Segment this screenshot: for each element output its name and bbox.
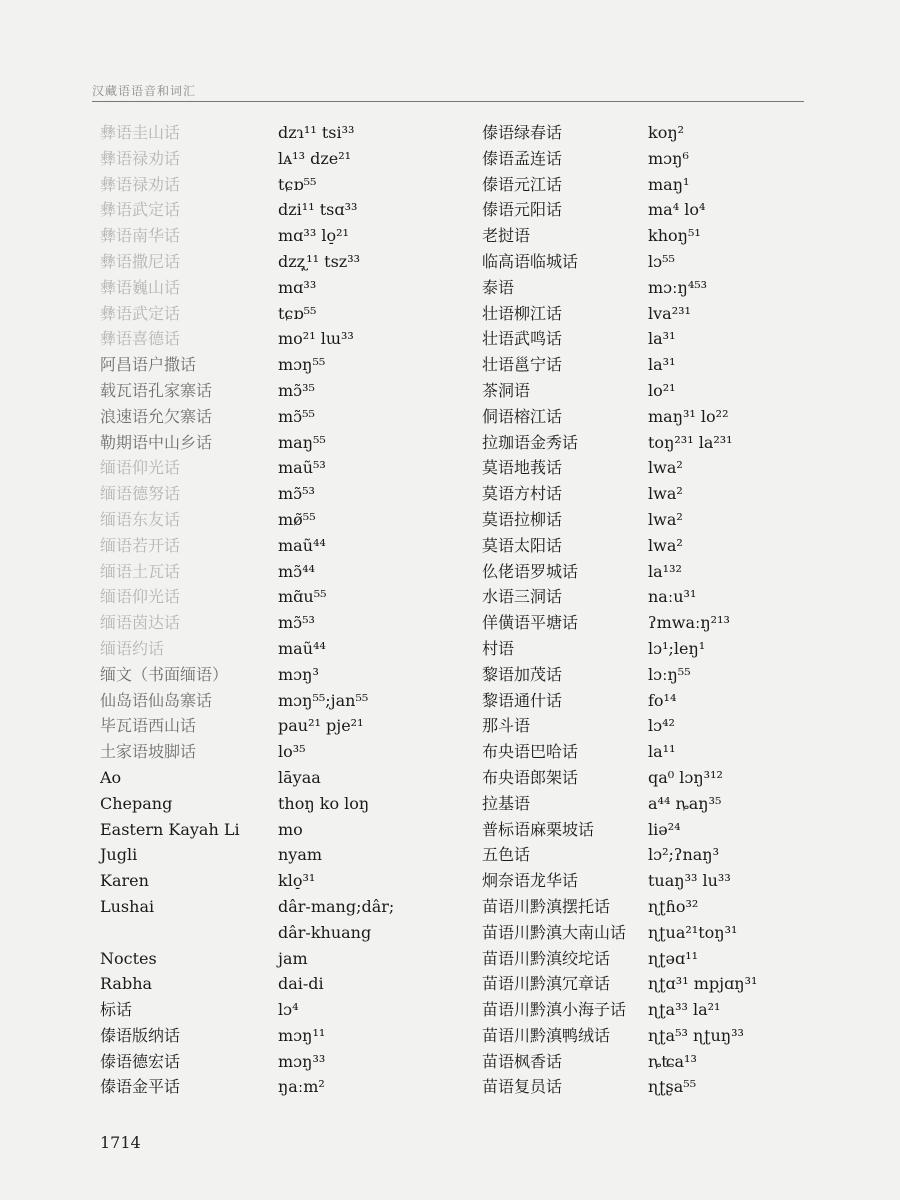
entry-row <box>100 1074 394 1100</box>
language-name <box>100 920 278 946</box>
entry-row <box>482 352 757 378</box>
language-name: 缅语仰光话 <box>100 458 181 478</box>
word-form: klo̠³¹ <box>278 871 316 891</box>
language-name: Chepang <box>100 793 173 813</box>
entry-row <box>482 765 757 791</box>
entry-row <box>482 507 757 533</box>
word-form: jam <box>278 948 308 968</box>
language-name: 载瓦语孔家寨话 <box>100 380 213 400</box>
language-name: 莫语地莪话 <box>482 458 563 478</box>
entry-row <box>100 326 394 352</box>
entry-row <box>482 301 757 327</box>
word-form: maŋ¹ <box>648 174 690 194</box>
entry-row <box>100 920 394 946</box>
word-form: lɔ⁴ <box>278 1000 299 1020</box>
entry-row <box>100 688 394 714</box>
entry-row <box>482 120 757 146</box>
entry-row <box>482 688 757 714</box>
word-form: koŋ² <box>648 123 685 142</box>
word-form: mɔŋ⁵⁵;jan⁵⁵ <box>278 690 369 710</box>
language-name: 侗语榕江话 <box>482 406 563 426</box>
word-form: ma⁴ lo⁴ <box>648 200 706 220</box>
word-form: dâr-mang;dâr; <box>278 896 395 916</box>
entry-row <box>482 378 757 404</box>
word-form: lɔːŋ⁵⁵ <box>648 664 691 684</box>
entry-row <box>482 1074 757 1100</box>
entry-row <box>100 997 394 1023</box>
word-form: nyam <box>278 845 323 865</box>
word-form: mɔ̃⁵⁵ <box>278 406 315 426</box>
word-form: lɔ⁵⁵ <box>648 251 675 271</box>
word-form: lāyaa <box>278 767 321 787</box>
language-name: 苗语枫香话 <box>482 1051 563 1071</box>
language-name: 缅语茵达话 <box>100 613 181 633</box>
word-form: khoŋ⁵¹ <box>648 226 701 246</box>
language-name: 苗语川黔滇摆托话 <box>482 896 611 916</box>
language-name: 苗语川黔滇冗章话 <box>482 974 611 994</box>
word-form: mɔŋ⁵⁵ <box>278 355 326 375</box>
entry-row <box>100 455 394 481</box>
entry-row <box>482 249 757 275</box>
language-name: 那斗语 <box>482 716 531 736</box>
word-form: lɔ¹;leŋ¹ <box>648 638 706 658</box>
language-name: Jugli <box>100 845 138 865</box>
word-form: dai-di <box>278 974 324 994</box>
entry-row <box>482 146 757 172</box>
language-name: 壮语武鸣话 <box>482 329 563 349</box>
language-name: 傣语绿春话 <box>482 123 563 142</box>
language-name: 阿昌语户撒话 <box>100 355 197 375</box>
language-name: 彝语南华话 <box>100 226 181 246</box>
language-name: 彝语武定话 <box>100 303 181 323</box>
word-form: mɔŋ³ <box>278 664 319 684</box>
language-name: 黎语通什话 <box>482 690 563 710</box>
language-name: Karen <box>100 871 149 891</box>
word-form: mɑ̃u⁵⁵ <box>278 587 327 607</box>
running-header: 汉藏语语音和词汇 <box>92 84 197 98</box>
word-form: mɔ̃⁴⁴ <box>278 561 315 581</box>
language-name: 老挝语 <box>482 226 531 246</box>
language-name: Ao <box>100 767 122 787</box>
word-form: maũ⁵³ <box>278 458 326 478</box>
left-column <box>100 120 394 1100</box>
entry-row <box>100 507 394 533</box>
language-name: 傣语元阳话 <box>482 200 563 220</box>
language-name: 苗语川黔滇小海子话 <box>482 1000 627 1020</box>
word-form: maũ⁴⁴ <box>278 535 326 555</box>
language-name: 仙岛语仙岛寨话 <box>100 690 213 710</box>
language-name: 五色话 <box>482 845 531 865</box>
word-form: maŋ⁵⁵ <box>278 432 326 452</box>
language-name: 苗语川黔滇鸭绒话 <box>482 1025 611 1045</box>
entry-row <box>482 172 757 198</box>
entry-row <box>100 249 394 275</box>
word-form: tɕɒ⁵⁵ <box>278 303 317 323</box>
entry-row <box>100 352 394 378</box>
language-name: 勒期语中山乡话 <box>100 432 213 452</box>
language-name: 缅语土瓦话 <box>100 561 181 581</box>
entry-row <box>482 430 757 456</box>
language-name: 炯奈语龙华话 <box>482 871 579 891</box>
entry-row <box>100 636 394 662</box>
language-name: 缅语仰光话 <box>100 587 181 607</box>
entry-row <box>482 662 757 688</box>
language-name: 傣语德宏话 <box>100 1051 181 1071</box>
entry-row <box>100 894 394 920</box>
language-name: Eastern Kayah Li <box>100 819 240 839</box>
word-form: mɔŋ³³ <box>278 1051 326 1071</box>
word-form: mɔ̃⁵³ <box>278 613 315 633</box>
word-form: lwa² <box>648 458 683 478</box>
word-form: lᴀ¹³ dze²¹ <box>278 148 352 168</box>
language-name: 土家语坡脚话 <box>100 742 197 762</box>
language-name: 标话 <box>100 1000 133 1020</box>
language-name: 缅语约话 <box>100 638 165 658</box>
language-name: 缅文（书面缅语） <box>100 664 229 684</box>
entry-row <box>482 533 757 559</box>
word-form: ɳʈa⁵³ ɳʈuŋ³³ <box>648 1025 744 1045</box>
word-form: mo²¹ lɯ³³ <box>278 329 354 349</box>
entry-row <box>482 713 757 739</box>
entry-row <box>482 559 757 585</box>
word-form: dzɿ¹¹ tsi³³ <box>278 123 355 142</box>
word-form: ɳʈʂa⁵⁵ <box>648 1077 697 1097</box>
word-form: thoŋ ko loŋ <box>278 793 370 813</box>
language-name: 苗语川黔滇大南山话 <box>482 922 627 942</box>
entry-row <box>482 481 757 507</box>
word-form: toŋ²³¹ la²³¹ <box>648 432 733 452</box>
language-name: 彝语禄劝话 <box>100 174 181 194</box>
word-form: ɳʈəɑ¹¹ <box>648 948 699 968</box>
entry-row <box>100 610 394 636</box>
entry-row <box>482 971 757 997</box>
word-form: maŋ³¹ lo²² <box>648 406 729 426</box>
entry-row <box>100 404 394 430</box>
entry-row <box>482 1023 757 1049</box>
word-form: lwa² <box>648 484 683 504</box>
word-form: lo³⁵ <box>278 742 306 762</box>
entry-row <box>482 791 757 817</box>
language-name: 傣语元江话 <box>482 174 563 194</box>
language-name: 苗语复员话 <box>482 1077 563 1097</box>
language-name: 傣语版纳话 <box>100 1025 181 1045</box>
entry-row <box>482 739 757 765</box>
entry-row <box>100 765 394 791</box>
word-form: ɳʈɑ³¹ mpjɑŋ³¹ <box>648 974 758 994</box>
word-form: mɔ̃³⁵ <box>278 380 315 400</box>
entry-row <box>100 275 394 301</box>
language-name: 彝语武定话 <box>100 200 181 220</box>
word-form: dâr-khuang <box>278 922 372 942</box>
language-name: 苗语川黔滇绞坨话 <box>482 948 611 968</box>
language-name: 莫语太阳话 <box>482 535 563 555</box>
entry-row <box>100 559 394 585</box>
language-name: 毕瓦语西山话 <box>100 716 197 736</box>
word-form: tɕɒ⁵⁵ <box>278 174 317 194</box>
entry-row <box>100 301 394 327</box>
language-name: 壮语柳江话 <box>482 303 563 323</box>
entry-row <box>482 610 757 636</box>
entry-row <box>482 584 757 610</box>
language-name: 仫佬语罗城话 <box>482 561 579 581</box>
language-name: 缅语德努话 <box>100 484 181 504</box>
entry-row <box>482 326 757 352</box>
entry-row <box>100 430 394 456</box>
language-name: 傣语金平话 <box>100 1077 181 1097</box>
header-rule <box>92 101 804 102</box>
language-name: 彝语喜德话 <box>100 329 181 349</box>
language-name: 普标语麻栗坡话 <box>482 819 595 839</box>
word-form: lwa² <box>648 509 683 529</box>
word-form: lwa² <box>648 535 683 555</box>
language-name: 彝语撒尼话 <box>100 251 181 271</box>
language-name: 缅语若开话 <box>100 535 181 555</box>
word-form: fo¹⁴ <box>648 690 677 710</box>
word-form: a⁴⁴ ȵaŋ³⁵ <box>648 793 722 813</box>
word-form: ŋaːm² <box>278 1077 325 1097</box>
entry-row <box>100 1049 394 1075</box>
word-form: pau²¹ pje²¹ <box>278 716 364 736</box>
word-form: la¹³² <box>648 561 682 581</box>
language-name: 傣语孟连话 <box>482 148 563 168</box>
entry-row <box>100 713 394 739</box>
entry-row <box>100 868 394 894</box>
language-name: 黎语加茂话 <box>482 664 563 684</box>
language-name: 拉珈语金秀话 <box>482 432 579 452</box>
entry-row <box>482 817 757 843</box>
entry-row <box>100 172 394 198</box>
word-form: ɳʈɦo³² <box>648 896 699 916</box>
language-name: 莫语拉柳话 <box>482 509 563 529</box>
language-name: 彝语圭山话 <box>100 123 181 142</box>
word-form: lo²¹ <box>648 380 676 400</box>
language-name: Rabha <box>100 974 153 994</box>
entry-row <box>482 1049 757 1075</box>
word-form: tuaŋ³³ lu³³ <box>648 871 731 891</box>
word-form: la³¹ <box>648 329 676 349</box>
word-form: mɑ³³ lo̠²¹ <box>278 226 349 246</box>
entry-row <box>100 946 394 972</box>
entry-row <box>100 120 394 146</box>
word-form: mɑ³³ <box>278 277 317 297</box>
entry-row <box>482 920 757 946</box>
language-name: 布央语巴哈话 <box>482 742 579 762</box>
language-name: 临高语临城话 <box>482 251 579 271</box>
word-form: mɔːŋ⁴⁵³ <box>648 277 708 297</box>
language-name: 彝语禄劝话 <box>100 148 181 168</box>
word-form: ʔmwaːŋ²¹³ <box>648 613 730 633</box>
language-name: 浪速语允欠寨话 <box>100 406 213 426</box>
language-name: 泰语 <box>482 277 515 297</box>
language-name: Lushai <box>100 896 155 916</box>
language-name: 拉基语 <box>482 793 531 813</box>
entry-row <box>100 817 394 843</box>
word-form: mɔ̃⁵³ <box>278 484 315 504</box>
entry-row <box>100 481 394 507</box>
entry-row <box>100 146 394 172</box>
entry-row <box>482 842 757 868</box>
word-form: naːu³¹ <box>648 587 697 607</box>
word-form: la³¹ <box>648 355 676 375</box>
word-form: ɳʈa³³ la²¹ <box>648 1000 721 1020</box>
entry-row <box>100 584 394 610</box>
word-form: dzʐ̩¹¹ tsz³³ <box>278 251 361 271</box>
entry-row <box>100 533 394 559</box>
page-number: 1714 <box>100 1133 141 1152</box>
word-form: liə²⁴ <box>648 819 681 839</box>
entry-row <box>100 197 394 223</box>
entry-row <box>482 223 757 249</box>
language-name: 佯僙语平塘话 <box>482 613 579 633</box>
language-name: 莫语方村话 <box>482 484 563 504</box>
language-name: 茶洞语 <box>482 380 531 400</box>
language-name: 缅语东友话 <box>100 509 181 529</box>
entry-row <box>482 868 757 894</box>
entry-row <box>100 223 394 249</box>
word-form: maũ⁴⁴ <box>278 638 326 658</box>
entry-row <box>100 662 394 688</box>
language-name: 壮语邕宁话 <box>482 355 563 375</box>
language-name: 水语三洞话 <box>482 587 563 607</box>
word-form: lɔ⁴² <box>648 716 675 736</box>
language-name: 村语 <box>482 638 515 658</box>
entry-row <box>100 971 394 997</box>
word-form: lɔ²;ʔnaŋ³ <box>648 845 720 865</box>
entry-row <box>482 997 757 1023</box>
entry-row <box>482 946 757 972</box>
word-form: dzi¹¹ tsɑ³³ <box>278 200 358 220</box>
word-form: mo <box>278 819 303 839</box>
entry-row <box>482 636 757 662</box>
entry-row <box>100 842 394 868</box>
word-form: lva²³¹ <box>648 303 691 323</box>
entry-row <box>100 791 394 817</box>
language-name: Noctes <box>100 948 157 968</box>
entry-row <box>482 455 757 481</box>
entry-row <box>482 275 757 301</box>
right-column <box>482 120 757 1100</box>
entry-row <box>482 404 757 430</box>
entry-row <box>100 378 394 404</box>
entry-row <box>482 894 757 920</box>
language-name: 彝语巍山话 <box>100 277 181 297</box>
word-form: mø̃⁵⁵ <box>278 509 316 529</box>
entry-row <box>100 1023 394 1049</box>
word-form: ɳʈua²¹toŋ³¹ <box>648 922 738 942</box>
entry-row <box>482 197 757 223</box>
language-name: 布央语郎架话 <box>482 767 579 787</box>
word-form: mɔŋ¹¹ <box>278 1025 326 1045</box>
word-form: mɔŋ⁶ <box>648 148 689 168</box>
entry-row <box>100 739 394 765</box>
word-form: qa⁰ lɔŋ³¹² <box>648 767 723 787</box>
word-form: ȵʨa¹³ <box>648 1051 697 1071</box>
word-form: la¹¹ <box>648 742 676 762</box>
